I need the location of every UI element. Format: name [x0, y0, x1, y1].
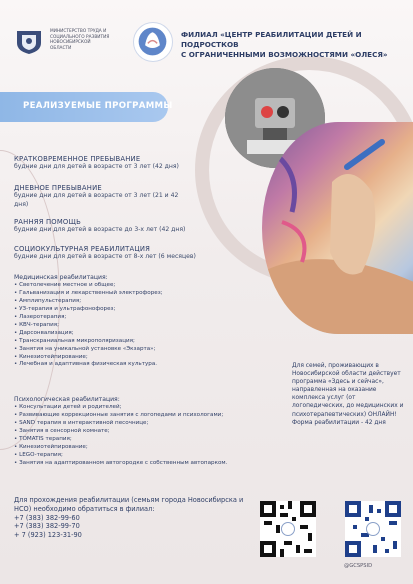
list-item: • Занятия на адаптированном автогородке с собственным автопарком. — [14, 460, 289, 468]
list-item: • Занятия на уникальной установке «Экзарта»; — [14, 346, 254, 354]
note-text: Для семей, проживающих в Новосибирской области действует программа «Здесь и сейчас», направленная на оказание комплекса услуг (от логопедических, до медицинских и психотерапевтических) ОНЛАЙН! — [292, 363, 404, 418]
psych-section — [14, 396, 289, 468]
social-handle: @GCSPSID — [344, 563, 373, 569]
psych-heading: Психологическая реабилитация: — [14, 396, 120, 403]
medical-heading: Медицинская реабилитация: — [14, 274, 108, 281]
coat-of-arms-icon — [14, 29, 44, 55]
logo-icon — [281, 522, 295, 536]
ministry-text: МИНИСТЕРСТВО ТРУДА И СОЦИАЛЬНОГО РАЗВИТИЯ НОВОСИБИРСКОЙ ОБЛАСТИ — [50, 29, 110, 51]
note-form: Форма реабилитации - 42 дня — [292, 419, 386, 426]
list-item: • Гальванизация и лекарственный электрофорез; — [14, 290, 254, 298]
program-desc: будние дни для детей в возрасте до 3-х лет (42 дня) — [14, 226, 186, 234]
banner-label: РЕАЛИЗУЕМЫЕ ПРОГРАММЫ — [23, 101, 173, 111]
program-title: СОЦИОКУЛЬТУРНАЯ РЕАБИЛИТАЦИЯ — [14, 245, 151, 253]
program-3 — [14, 218, 234, 235]
program-title: РАННЯЯ ПОМОЩЬ — [14, 218, 81, 226]
list-item: • Дарсонвализация; — [14, 330, 254, 338]
list-item: • Занятия в сенсорной комнате; — [14, 428, 289, 436]
list-item: • Кинезиотейпирование; — [14, 354, 254, 362]
list-item: • КВЧ-терапия; — [14, 322, 254, 330]
psych-list — [14, 404, 289, 467]
contacts — [14, 496, 244, 540]
drawing-photo — [262, 122, 413, 334]
list-item: • Консультации детей и родителей; — [14, 404, 289, 412]
list-item: • Транскраниальная микрополяризация; — [14, 338, 254, 346]
program-1 — [14, 155, 214, 172]
center-logo — [133, 22, 173, 62]
list-item: • Развивающие коррекционные занятия с логопедами и психологами; — [14, 412, 289, 420]
list-item: • SAND терапия в интерактивной песочнице; — [14, 420, 289, 428]
list-item: • TOMATIS терапия; — [14, 436, 289, 444]
phone[interactable]: +7 (383) 382-99-60 — [14, 513, 80, 522]
phone[interactable]: + 7 (923) 123-31-90 — [14, 531, 82, 540]
list-item: • Амплипульстерапия; — [14, 298, 254, 306]
title-line-1: ФИЛИАЛ «ЦЕНТР РЕАБИЛИТАЦИИ ДЕТЕЙ И ПОДРОСТКОВ — [181, 30, 362, 49]
program-desc: будние дни для детей в возрасте от 3 лет (42 дня) — [14, 163, 179, 171]
telegram-icon — [366, 522, 380, 536]
list-item: • Лазеротерапия; — [14, 314, 254, 322]
hands-logo-icon — [134, 23, 171, 60]
phone[interactable]: +7 (383) 382-99-70 — [14, 522, 80, 531]
medical-list — [14, 282, 254, 369]
qr-code-vk[interactable] — [260, 501, 316, 557]
list-item: • Кинезиотейпирование; — [14, 444, 289, 452]
program-title: ДНЕВНОЕ ПРЕБЫВАНИЕ — [14, 184, 102, 192]
list-item: • Лечебная и адаптивная физическая культура. — [14, 361, 254, 369]
program-4 — [14, 245, 264, 262]
program-desc: будние дни для детей в возрасте от 8-х лет (6 месяцев) — [14, 253, 196, 261]
drawing-image — [262, 122, 413, 334]
list-item: • LEGO-терапия; — [14, 452, 289, 460]
list-item: • Светолечение местное и общее; — [14, 282, 254, 290]
qr-code-telegram[interactable] — [345, 501, 401, 557]
title-line-2: С ОГРАНИЧЕННЫМИ ВОЗМОЖНОСТЯМИ «ОЛЕСЯ» — [181, 50, 388, 59]
contacts-intro: Для прохождения реабилитации (семьям города Новосибирска и НСО) необходимо обратиться в филиал: — [14, 496, 244, 513]
program-desc: будние дни для детей в возрасте от 3 лет (21 и 42 дня) — [14, 192, 179, 208]
page-title — [181, 30, 411, 60]
program-title: КРАТКОВРЕМЕННОЕ ПРЕБЫВАНИЕ — [14, 155, 141, 163]
program-2 — [14, 184, 179, 209]
list-item: • УЗ-терапия и ультрафонофорез; — [14, 306, 254, 314]
medical-section — [14, 274, 254, 369]
online-program-note — [292, 362, 408, 427]
